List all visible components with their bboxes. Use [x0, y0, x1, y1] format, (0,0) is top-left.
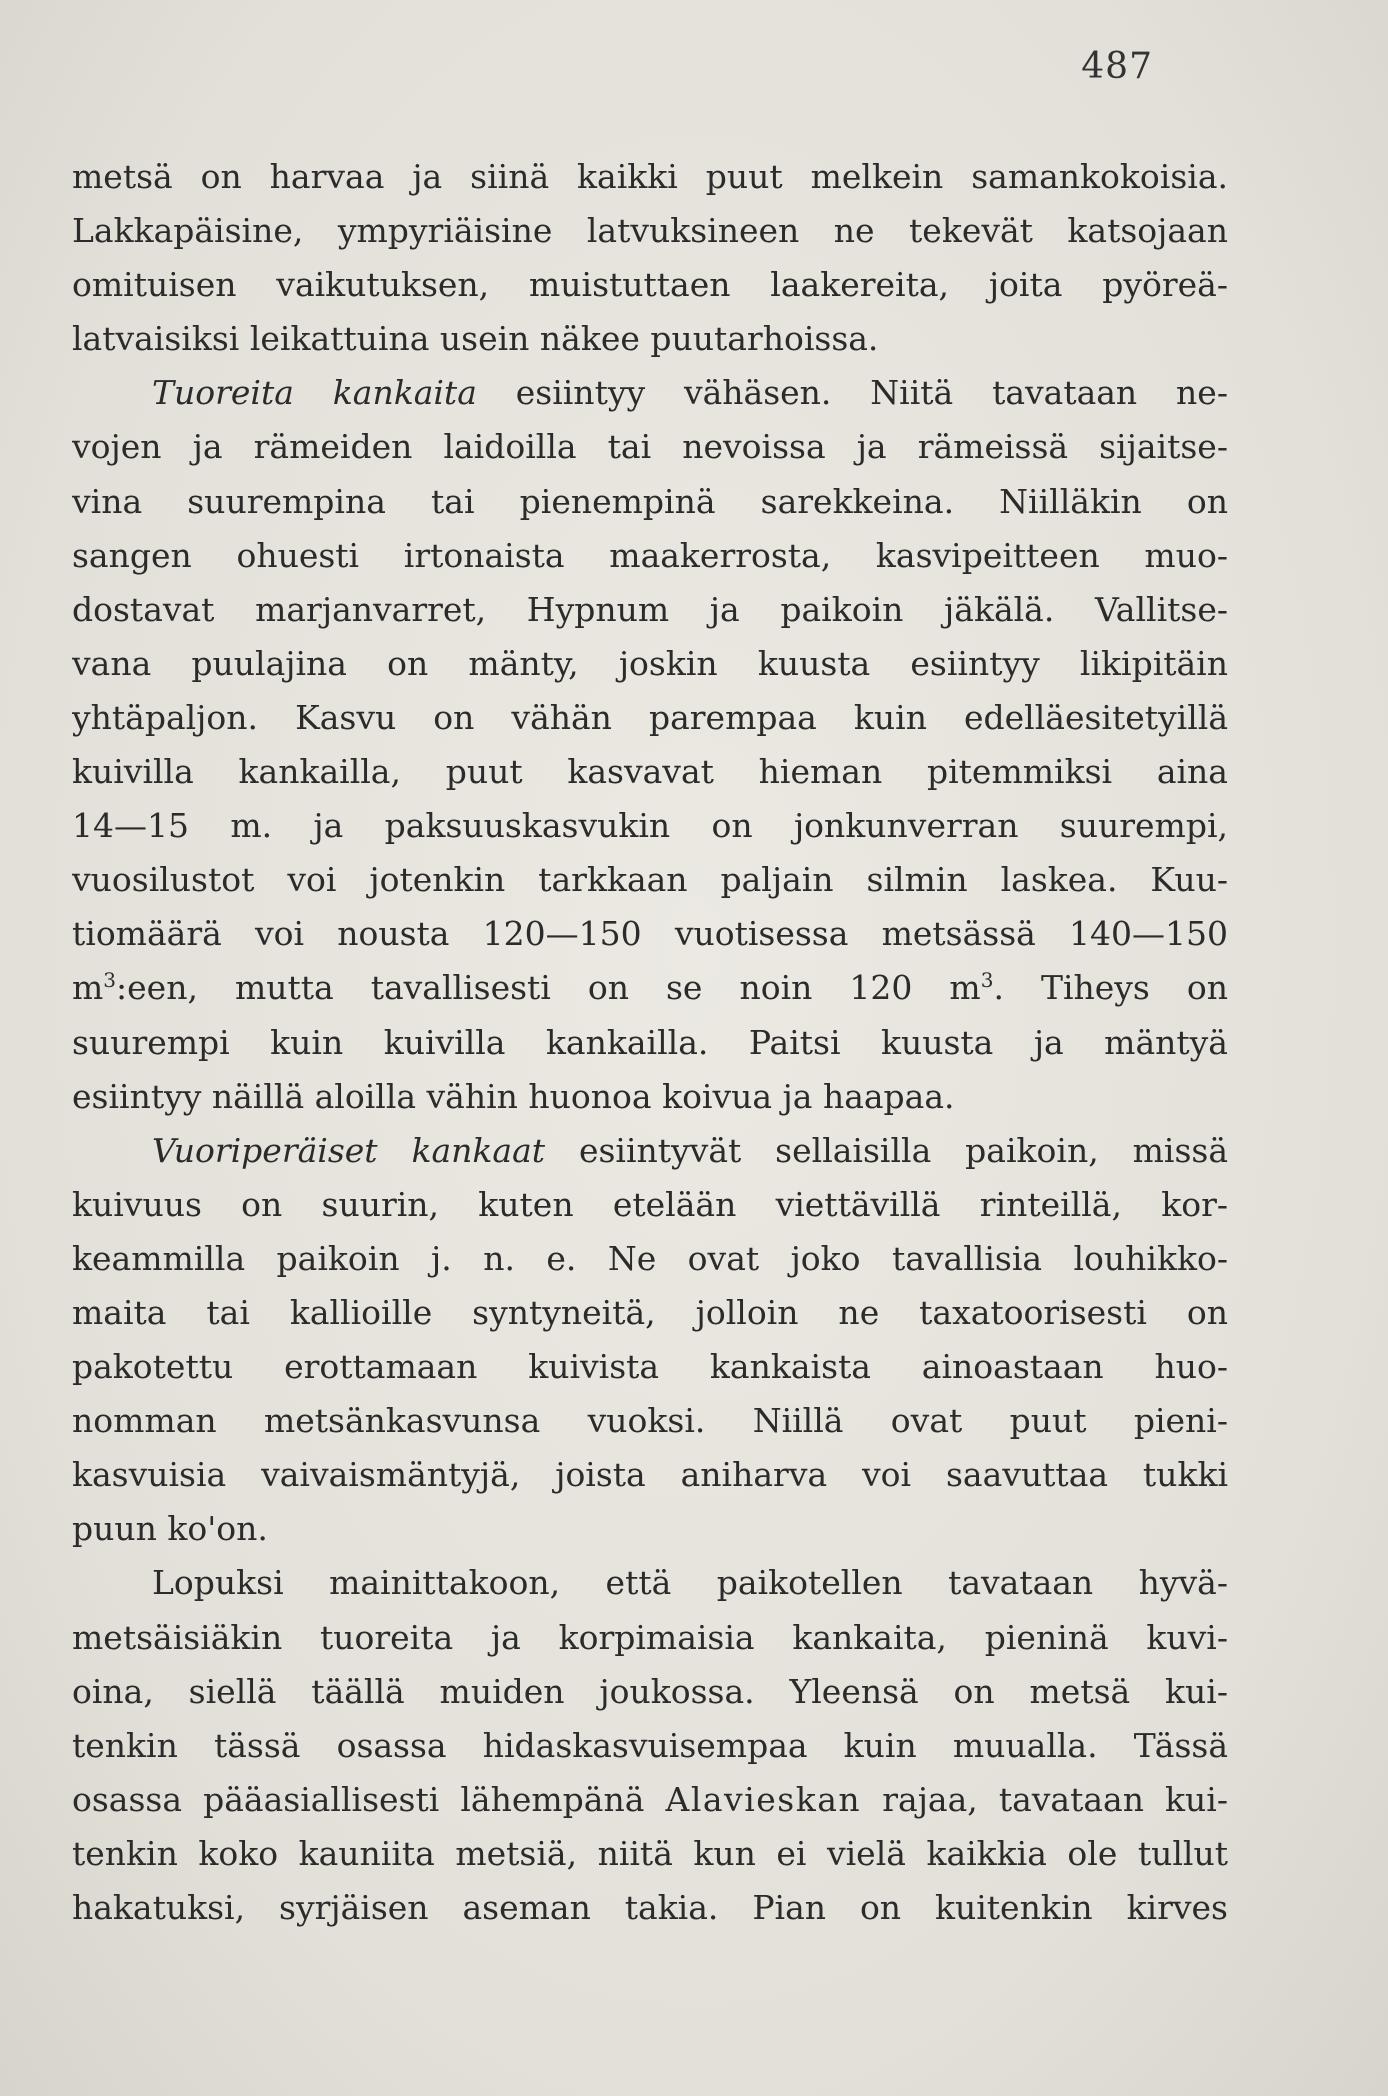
text-line: kuivuus on suurin, kuten etelään viettävillä rinteillä, kor- — [72, 1184, 1228, 1224]
text-line: Tuoreita kankaita esiintyy vähäsen. Niitä tavataan ne- — [152, 373, 1228, 413]
text-line: esiintyy näillä aloilla vähin huonoa koivua ja haapaa. — [72, 1076, 955, 1116]
page-number: 487 — [1081, 46, 1153, 87]
text-line: vana puulajina on mänty, joskin kuusta esiintyy likipitäin — [72, 643, 1228, 683]
text-line: vuosilustot voi jotenkin tarkkaan paljain silmin laskea. Kuu- — [72, 860, 1228, 900]
text-line: nomman metsänkasvunsa vuoksi. Niillä ovat puut pieni- — [72, 1401, 1228, 1441]
text-line: metsäisiäkin tuoreita ja korpimaisia kankaita, pieninä kuvi- — [72, 1617, 1228, 1657]
text-line: tiomäärä voi nousta 120—150 vuotisessa metsässä 140—150 — [72, 914, 1228, 954]
text-line: $m^3:een$, mutta tavallisesti on se noin 120 $m^3$. Tiheys on — [72, 968, 1228, 1008]
text-line: keammilla paikoin j. n. e. Ne ovat joko tavallisia louhikko- — [72, 1238, 1228, 1278]
italic-heading: Vuoriperäiset kankaat — [152, 1130, 546, 1170]
text-line: dostavat marjanvarret, Hypnum ja paikoin jäkälä. Vallitse- — [72, 589, 1228, 629]
text-line: osassa pääasiallisesti lähempänä Alavieskan rajaa, tavataan kui- — [72, 1779, 1228, 1819]
text-line: metsä on harvaa ja siinä kaikki puut melkein samankokoisia. — [72, 157, 1228, 196]
text-line: Lakkapäisine, ympyriäisine latvuksineen ne tekevät katsojaan — [72, 211, 1228, 251]
text-line: Vuoriperäiset kankaat esiintyvät sellaisilla paikoin, missä — [152, 1130, 1228, 1170]
text-line: kuivilla kankailla, puut kasvavat hieman pitemmiksi aina — [72, 752, 1228, 792]
body-text — [72, 150, 1228, 1935]
text-line: hakatuksi, syrjäisen aseman takia. Pian on kuitenkin kirves — [72, 1888, 1228, 1927]
text-line: Lopuksi mainittakoon, että paikotellen tavataan hyvä- — [152, 1563, 1228, 1603]
text-line: omituisen vaikutuksen, muistuttaen laakereita, joita pyöreä- — [72, 265, 1228, 305]
text-line: tenkin tässä osassa hidaskasvuisempaa kuin muualla. Tässä — [72, 1725, 1228, 1765]
text-line: 14—15 m. ja paksuuskasvukin on jonkunverran suurempi, — [72, 806, 1228, 846]
italic-heading: Tuoreita kankaita — [152, 373, 477, 413]
text-line: sangen ohuesti irtonaista maakerrosta, kasvipeitteen muo- — [72, 535, 1228, 575]
text-line: vojen ja rämeiden laidoilla tai nevoissa ja rämeissä sijaitse- — [72, 427, 1228, 467]
text-line: yhtäpaljon. Kasvu on vähän parempaa kuin edelläesitetyillä — [72, 697, 1228, 737]
text-line: latvaisiksi leikattuina usein näkee puutarhoissa. — [72, 319, 879, 359]
text-line: kasvuisia vaivaismäntyjä, joista aniharva voi saavuttaa tukki — [72, 1455, 1228, 1495]
text-line: pakotettu erottamaan kuivista kankaista ainoastaan huo- — [72, 1347, 1228, 1387]
text-line: suurempi kuin kuivilla kankailla. Paitsi kuusta ja mäntyä — [72, 1022, 1228, 1062]
text-line: maita tai kallioille syntyneitä, jolloin ne taxatoorisesti on — [72, 1292, 1228, 1332]
text-line: vina suurempina tai pienempinä sarekkeina. Niilläkin on — [72, 481, 1228, 521]
text-line: tenkin koko kauniita metsiä, niitä kun ei vielä kaikkia ole tullut — [72, 1833, 1228, 1873]
text-line: oina, siellä täällä muiden joukossa. Yleensä on metsä kui- — [72, 1671, 1228, 1711]
text-line: puun ko'on. — [72, 1509, 268, 1549]
place-name: Alavieskan — [665, 1779, 862, 1819]
